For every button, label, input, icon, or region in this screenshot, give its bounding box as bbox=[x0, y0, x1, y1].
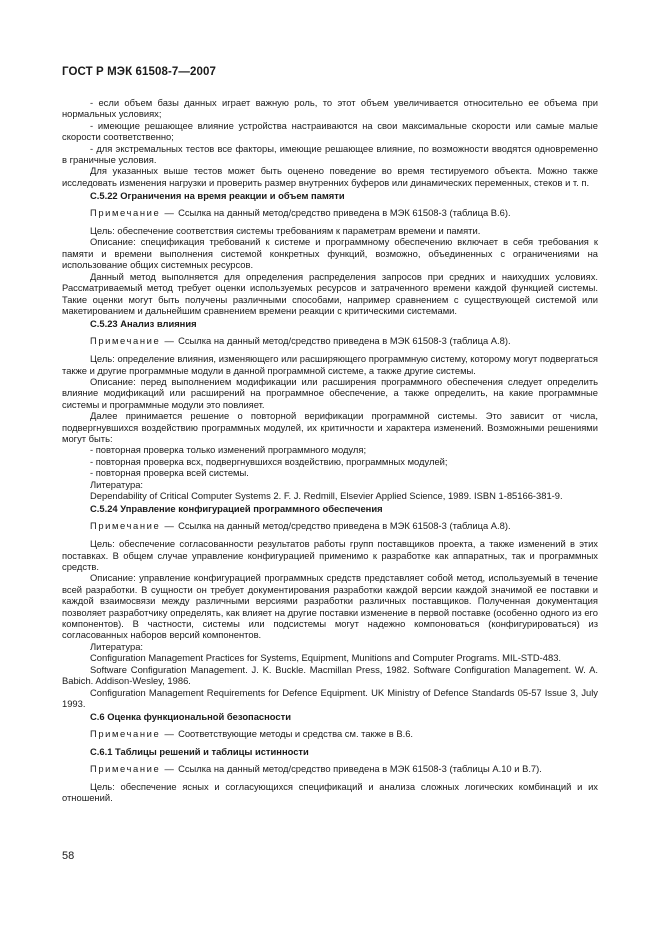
literature-label: Литература: bbox=[90, 478, 144, 490]
note-text: Ссылка на данный метод/средство приведена в МЭК 61508-3 (таблица А.8). bbox=[178, 519, 511, 531]
reference: Configuration Management Requirements for Defence Equipment. UK Ministry of Defence Standards 05-57 Issue 3, July 1993. bbox=[62, 686, 598, 709]
reference: Software Configuration Management. J. K. Buckle. Macmillan Press, 1982. Software Configuration Management. W. A. Babich. Addison-Wesley, 1986. bbox=[62, 663, 598, 687]
paragraph: Описание: спецификация требований к системе и программному обеспечению включает в себя требования к памяти и времени выполнения системой конкретных функций, возможно, объединенных с ограничениями на использование общих системных ресурсов. bbox=[62, 236, 598, 271]
paragraph: Для указанных выше тестов может быть оценено поведение во время тестируемого объекта. Можно также исследовать изменения нагрузки и проверить размер внутренних буферов или динамических переменных, стеков и т. п. bbox=[62, 165, 598, 188]
paragraph: Далее принимается решение о повторной верификации программной системы. Это зависит от числа, подвергнувшихся воздействию программных модулей, их критичности и характера изменений. Возможными решениями могут быть: bbox=[62, 410, 598, 444]
section-heading-c6: С.6 Оценка функциональной безопасности bbox=[90, 711, 291, 723]
paragraph: - если объем базы данных играет важную роль, то этот объем увеличивается относительно ее объема при нормальных условиях; bbox=[62, 97, 598, 120]
list-item: - повторная проверка всх, подвергнувшихся воздействию, программных модулей; bbox=[90, 455, 448, 467]
section-heading-c5-24: С.5.24 Управление конфигурацией программного обеспечения bbox=[90, 503, 383, 515]
list-item: - повторная проверка только изменений программного модуля; bbox=[90, 444, 367, 456]
note-label: Примечание — bbox=[90, 334, 176, 346]
note bbox=[62, 763, 598, 774]
paragraph: - для экстремальных тестов все факторы, имеющие решающее влияние, по возможности вводятся одновременно в граничные условия. bbox=[62, 142, 598, 166]
list-item: - повторная проверка всей системы. bbox=[90, 467, 249, 479]
paragraph: - имеющие решающее влияние устройства настраиваются на свои максимальные скорости или самые малые скорости соответственно; bbox=[62, 119, 598, 143]
note bbox=[62, 335, 598, 346]
document-header: ГОСТ Р МЭК 61508-7—2007 bbox=[62, 66, 216, 78]
note bbox=[62, 728, 598, 739]
section-heading-c5-23: С.5.23 Анализ влияния bbox=[90, 318, 197, 330]
note-text: Ссылка на данный метод/средство приведена в МЭК 61508-3 (таблицы А.10 и В.7). bbox=[178, 762, 542, 774]
paragraph: Цель: обеспечение ясных и согласующихся спецификаций и анализа сложных логических комбинаций и их отношений. bbox=[62, 780, 598, 804]
reference: Dependability of Critical Computer Systems 2. F. J. Redmill, Elsevier Applied Science, 1989. ISBN 1-85166-381-9. bbox=[90, 490, 563, 501]
literature-label: Литература: bbox=[90, 640, 144, 652]
section-heading-c5-22: С.5.22 Ограничения на время реакции и объем памяти bbox=[90, 190, 345, 202]
note-label: Примечание — bbox=[90, 727, 176, 739]
paragraph: Данный метод выполняется для определения распределения запросов при средних и наихудших условиях. Рассматриваемый метод требует оценки используемых ресурсов и затраченного времени каждой функцией системы. Такие оценки могут быть получены различными способами, например сравнением с существующей системой или макетированием и дальнейшим сравнением времени реакции с критическими системами. bbox=[62, 270, 598, 316]
note-label: Примечание — bbox=[90, 519, 176, 531]
paragraph: Цель: определение влияния, изменяющего или расширяющего программную систему, которому могут подвергаться также и другие программные модули в данной программной системе, а также другие системы. bbox=[62, 353, 598, 376]
note bbox=[62, 207, 598, 218]
note-label: Примечание — bbox=[90, 762, 176, 774]
paragraph: Описание: перед выполнением модификации или расширения программного обеспечения следует определить влияние модификаций или расширений на программное обеспечение, а также определить, на какие программные системы и программные модули это повлияет. bbox=[62, 375, 598, 410]
document-body bbox=[62, 97, 598, 804]
paragraph: Цель: обеспечение согласованности результатов работы групп поставщиков проекта, а также изменений в этих поставках. В общем случае управление конфигурацией применимо к разработке как аппаратных, так и программных средств. bbox=[62, 538, 598, 573]
section-heading-c6-1: С.6.1 Таблицы решений и таблицы истинности bbox=[90, 746, 309, 758]
note-text: Соответствующие методы и средства см. также в В.6. bbox=[178, 727, 414, 739]
note-text: Ссылка на данный метод/средство приведена в МЭК 61508-3 (таблица А.8). bbox=[178, 334, 511, 346]
paragraph: Описание: управление конфигурацией программных средств представляет собой метод, используемый в течение всей разработки. В сущности он требует документирования разработки каждой версии каждой значимой ее поставки и каждой взаимосвязи между различными версиями разработки различных поставщиков. Полученная документация позволяет разработчику определять, как влияет на другие поставки изменение в первой поставке (особенно одного из его компонентов). В частности, системы или подсистемы могут надежно компоноваться (конфигурироваться) из согласованных наборов версий компонентов. bbox=[62, 572, 598, 641]
note-text: Ссылка на данный метод/средство приведена в МЭК 61508-3 (таблица В.6). bbox=[178, 206, 511, 218]
note-label: Примечание — bbox=[90, 206, 176, 218]
paragraph: Цель: обеспечение соответствия системы требованиям к параметрам времени и памяти. bbox=[90, 225, 481, 237]
reference: Configuration Management Practices for Systems, Equipment, Munitions and Computer Programs. MIL-STD-483. bbox=[90, 652, 562, 664]
page-number: 58 bbox=[62, 850, 75, 862]
note bbox=[62, 520, 598, 531]
